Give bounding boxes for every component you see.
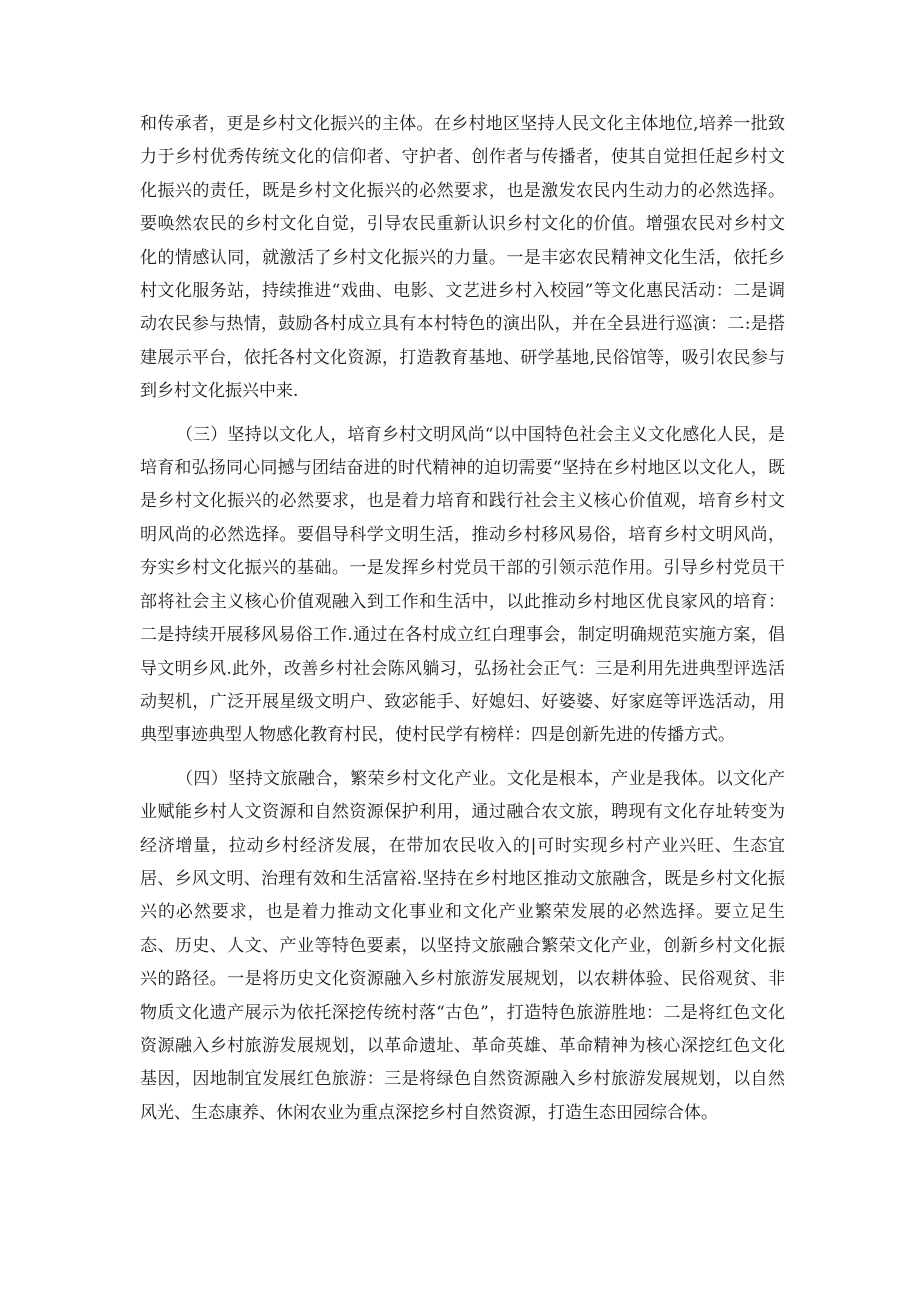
paragraph-3: （四）坚持文旅融合，繁荣乡村文化产业。文化是根本，产业是我体。以文化产业赋能乡村人文资源和自然资源保护利用，通过融合农文旅，聘现有文化存址转变为经济增量，拉动乡村经济发展，在带加农民收入的|可时实现乡村产业兴旺、生态宜居、乡风文明、治理有效和生活富裕.坚持在乡村地区推动文旅融含，既是乡村文化振兴的必然要求，也是着力推动文化事业和文化产业繁荣发展的必然选择。要立足生态、历史、人文、产业等特色要素，以坚持文旅融合繁荣文化产业，创新乡村文化振兴的路径。一是将历史文化资源融入乡村旅游发展规划，以农耕体验、民俗观贫、非物质文化遗产展示为依托深挖传统村落“古色”，打造特色旅游胜地：二是将红色文化资源融入乡村旅游发展规划，以革命遗址、革命英雄、革命精神为核心深挖红色文化基因，因地制宜发展红色旅游：三是将绿色自然资源融入乡村旅游发展规划，以自然风光、生态康养、休闲农业为重点深挖乡村自然资源，打造生态田园综合体。 [140,768,785,1123]
paragraph-1: 和传承者，更是乡村文化振兴的主体。在乡村地区坚持人民文化主体地位,培养一批致力于乡村优秀传统文化的信仰者、守护者、创作者与传播者，使其自觉担任起乡村文化振兴的责任，既是乡村文化振兴的必然要求，也是激发农民内生动力的必然选择。要唤然农民的乡村文化自觉，引导农民重新认识乡村文化的价值。增强农民对乡村文化的情感认同，就激活了乡村文化振兴的力量。一是丰宓农民精神文化生活，依托乡村文化服务站，持续推进“戏曲、电影、文艺进乡村入校园”等文化惠民活动：二是调动农民参与热情，鼓励各村成立具有本村特色的演出队，并在全县进行巡演：二:是搭建展示平台，依托各村文化资源，打造教育基地、研学基地,民俗馆等，吸引农民参与到乡村文化振兴中来. [140,114,785,402]
paragraph-2: （三）坚持以文化人，培育乡村文明风尚“以中国特色社会主义文化感化人民，是培育和弘扬同心同撼与团结奋进的时代精神的迫切需要“坚持在乡村地区以文化人，既是乡村文化振兴的必然要求，也是着力培育和践行社会主义核心价值观，培育乡村文明风尚的必然选择。要倡导科学文明生活，推动乡村移风易俗，培育乡村文明风尚，夯实乡村文化振兴的基础。一是发挥乡村党员干部的引领示范作用。引导乡村党员干部将社会主义核心价值观融入到工作和生活中，以此推动乡村地区优良家风的培育：二是持续开展移风易俗工作.通过在各村成立红白理事会，制定明确规范实施方案，倡导文明乡风.此外，改善乡村社会陈风躺习，弘扬社会正气：三是利用先进典型评选活动契机，广泛开展星级文明户、致宓能手、好媳妇、好婆婆、好家庭等评选活动，用典型事迹典型人物感化教育村民，使村民学有榜样：四是创新先进的传播方式。 [140,424,785,746]
document-body [140,108,785,1130]
